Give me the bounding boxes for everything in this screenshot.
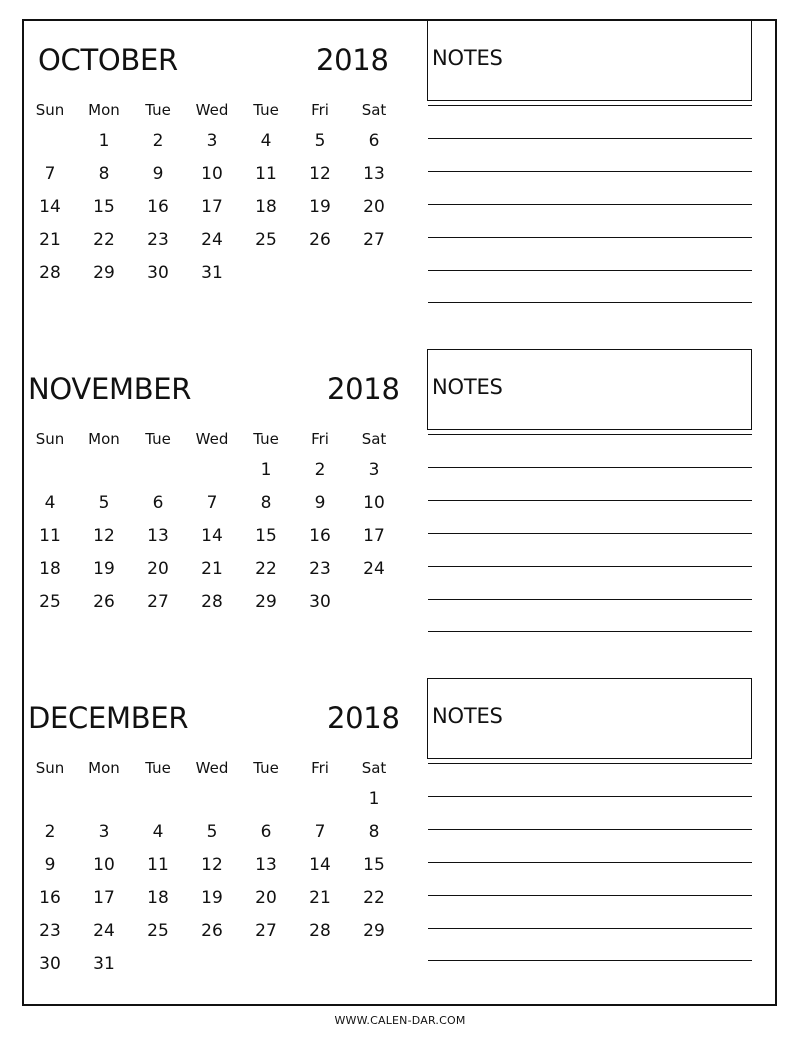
day-cell: 25 — [255, 230, 277, 250]
day-cell: 28 — [201, 592, 223, 612]
day-cell: 4 — [152, 822, 164, 842]
empty-day-cell — [239, 257, 293, 290]
week-row — [23, 191, 401, 224]
weekday-label: Tue — [145, 759, 171, 777]
note-line[interactable] — [428, 434, 752, 435]
weekday-label: Sat — [361, 430, 387, 448]
weekday-label: Sat — [361, 759, 387, 777]
empty-day-cell — [185, 948, 239, 981]
day-cell: 3 — [98, 822, 110, 842]
note-line[interactable] — [428, 960, 752, 961]
day-cell: 6 — [152, 493, 164, 513]
day-cell: 14 — [201, 526, 223, 546]
notes-box[interactable] — [427, 20, 752, 101]
notes-box[interactable] — [427, 349, 752, 430]
day-cell: 2 — [152, 131, 164, 151]
month-block-october — [0, 0, 800, 329]
month-title: DECEMBER — [28, 701, 189, 735]
day-cell: 19 — [201, 888, 223, 908]
day-cell: 29 — [255, 592, 277, 612]
day-cell: 7 — [44, 164, 56, 184]
week-row — [23, 454, 401, 487]
day-cell: 11 — [39, 526, 61, 546]
day-cell: 22 — [93, 230, 115, 250]
weekday-label: Sun — [35, 101, 65, 119]
day-cell: 3 — [368, 460, 380, 480]
note-line[interactable] — [428, 105, 752, 106]
day-cell: 15 — [93, 197, 115, 217]
weekday-label: Fri — [311, 759, 329, 777]
week-row — [23, 520, 401, 553]
month-title: NOVEMBER — [28, 372, 192, 406]
week-row — [23, 915, 401, 948]
empty-day-cell — [239, 783, 293, 816]
day-cell: 8 — [98, 164, 110, 184]
week-row — [23, 816, 401, 849]
note-line[interactable] — [428, 302, 752, 303]
day-cell: 18 — [39, 559, 61, 579]
day-cell: 11 — [255, 164, 277, 184]
day-cell: 11 — [147, 855, 169, 875]
day-cell: 20 — [363, 197, 385, 217]
weekday-label: Mon — [88, 430, 120, 448]
weekday-label: Mon — [88, 759, 120, 777]
month-grid — [23, 753, 401, 981]
day-cell: 4 — [260, 131, 272, 151]
note-line[interactable] — [428, 928, 752, 929]
day-cell: 8 — [260, 493, 272, 513]
empty-day-cell — [293, 257, 347, 290]
weekday-label: Sun — [35, 759, 65, 777]
day-cell: 28 — [309, 921, 331, 941]
day-cell: 31 — [93, 954, 115, 974]
empty-day-cell — [77, 454, 131, 487]
footer-url[interactable]: WWW.CALEN-DAR.COM — [334, 1014, 466, 1027]
day-cell: 20 — [255, 888, 277, 908]
day-cell: 15 — [363, 855, 385, 875]
empty-day-cell — [293, 783, 347, 816]
weekday-label: Wed — [195, 759, 229, 777]
day-cell: 21 — [201, 559, 223, 579]
day-cell: 27 — [255, 921, 277, 941]
empty-day-cell — [131, 948, 185, 981]
weekday-label: Wed — [195, 430, 229, 448]
month-year: 2018 — [327, 372, 400, 406]
day-cell: 16 — [147, 197, 169, 217]
day-cell: 30 — [309, 592, 331, 612]
day-cell: 19 — [309, 197, 331, 217]
weekday-header — [23, 95, 401, 125]
day-cell: 22 — [363, 888, 385, 908]
day-cell: 22 — [255, 559, 277, 579]
week-row — [23, 257, 401, 290]
day-cell: 23 — [147, 230, 169, 250]
day-cell: 26 — [93, 592, 115, 612]
empty-day-cell — [77, 783, 131, 816]
day-cell: 18 — [147, 888, 169, 908]
note-line[interactable] — [428, 895, 752, 896]
week-row — [23, 586, 401, 619]
day-cell: 19 — [93, 559, 115, 579]
note-line[interactable] — [428, 533, 752, 534]
empty-day-cell — [239, 948, 293, 981]
weekday-label: Tue — [253, 759, 279, 777]
day-cell: 21 — [39, 230, 61, 250]
week-row — [23, 783, 401, 816]
note-line[interactable] — [428, 138, 752, 139]
day-cell: 2 — [314, 460, 326, 480]
day-cell: 23 — [309, 559, 331, 579]
empty-day-cell — [131, 783, 185, 816]
empty-day-cell — [347, 948, 401, 981]
day-cell: 10 — [93, 855, 115, 875]
day-cell: 12 — [309, 164, 331, 184]
day-cell: 8 — [368, 822, 380, 842]
month-year: 2018 — [316, 43, 389, 77]
weekday-label: Fri — [311, 101, 329, 119]
day-cell: 9 — [152, 164, 164, 184]
day-cell: 2 — [44, 822, 56, 842]
note-line[interactable] — [428, 171, 752, 172]
weekday-label: Mon — [88, 101, 120, 119]
week-row — [23, 125, 401, 158]
day-cell: 25 — [147, 921, 169, 941]
day-cell: 16 — [39, 888, 61, 908]
day-cell: 24 — [93, 921, 115, 941]
empty-day-cell — [347, 586, 401, 619]
month-title: OCTOBER — [38, 43, 178, 77]
note-line[interactable] — [428, 862, 752, 863]
day-cell: 27 — [363, 230, 385, 250]
day-cell: 13 — [255, 855, 277, 875]
empty-day-cell — [23, 454, 77, 487]
day-cell: 26 — [309, 230, 331, 250]
day-cell: 20 — [147, 559, 169, 579]
week-row — [23, 882, 401, 915]
day-cell: 24 — [363, 559, 385, 579]
day-cell: 13 — [363, 164, 385, 184]
note-line[interactable] — [428, 500, 752, 501]
weekday-label: Sun — [35, 430, 65, 448]
weekday-label: Fri — [311, 430, 329, 448]
empty-day-cell — [185, 454, 239, 487]
notes-label: NOTES — [432, 704, 503, 728]
weekday-label: Tue — [253, 101, 279, 119]
day-cell: 5 — [98, 493, 110, 513]
day-cell: 17 — [363, 526, 385, 546]
day-cell: 10 — [363, 493, 385, 513]
week-row — [23, 849, 401, 882]
day-cell: 24 — [201, 230, 223, 250]
empty-day-cell — [131, 454, 185, 487]
note-line[interactable] — [428, 237, 752, 238]
day-cell: 5 — [314, 131, 326, 151]
day-cell: 29 — [93, 263, 115, 283]
empty-day-cell — [293, 948, 347, 981]
day-cell: 28 — [39, 263, 61, 283]
day-cell: 10 — [201, 164, 223, 184]
day-cell: 7 — [314, 822, 326, 842]
day-cell: 16 — [309, 526, 331, 546]
week-row — [23, 948, 401, 981]
day-cell: 9 — [44, 855, 56, 875]
day-cell: 6 — [368, 131, 380, 151]
note-line[interactable] — [428, 631, 752, 632]
week-row — [23, 158, 401, 191]
day-cell: 4 — [44, 493, 56, 513]
empty-day-cell — [347, 257, 401, 290]
notes-box[interactable] — [427, 678, 752, 759]
week-row — [23, 553, 401, 586]
day-cell: 30 — [39, 954, 61, 974]
note-line[interactable] — [428, 566, 752, 567]
weekday-header — [23, 424, 401, 454]
note-line[interactable] — [428, 763, 752, 764]
day-cell: 27 — [147, 592, 169, 612]
day-cell: 9 — [314, 493, 326, 513]
month-block-november — [0, 329, 800, 658]
day-cell: 21 — [309, 888, 331, 908]
week-row — [23, 487, 401, 520]
day-cell: 6 — [260, 822, 272, 842]
day-cell: 13 — [147, 526, 169, 546]
day-cell: 1 — [98, 131, 110, 151]
day-cell: 26 — [201, 921, 223, 941]
note-line[interactable] — [428, 829, 752, 830]
note-line[interactable] — [428, 599, 752, 600]
weekday-label: Sat — [361, 101, 387, 119]
day-cell: 1 — [368, 789, 380, 809]
notes-label: NOTES — [432, 375, 503, 399]
month-block-december — [0, 658, 800, 987]
day-cell: 3 — [206, 131, 218, 151]
note-line[interactable] — [428, 796, 752, 797]
empty-day-cell — [185, 783, 239, 816]
day-cell: 15 — [255, 526, 277, 546]
month-year: 2018 — [327, 701, 400, 735]
note-line[interactable] — [428, 270, 752, 271]
day-cell: 25 — [39, 592, 61, 612]
day-cell: 14 — [39, 197, 61, 217]
month-grid — [23, 95, 401, 290]
weekday-header — [23, 753, 401, 783]
day-cell: 23 — [39, 921, 61, 941]
day-cell: 12 — [201, 855, 223, 875]
day-cell: 14 — [309, 855, 331, 875]
day-cell: 12 — [93, 526, 115, 546]
empty-day-cell — [23, 125, 77, 158]
day-cell: 18 — [255, 197, 277, 217]
day-cell: 17 — [93, 888, 115, 908]
empty-day-cell — [23, 783, 77, 816]
day-cell: 5 — [206, 822, 218, 842]
weekday-label: Tue — [145, 430, 171, 448]
day-cell: 1 — [260, 460, 272, 480]
month-grid — [23, 424, 401, 619]
note-line[interactable] — [428, 204, 752, 205]
notes-label: NOTES — [432, 46, 503, 70]
weekday-label: Tue — [145, 101, 171, 119]
note-line[interactable] — [428, 467, 752, 468]
day-cell: 30 — [147, 263, 169, 283]
week-row — [23, 224, 401, 257]
day-cell: 7 — [206, 493, 218, 513]
day-cell: 29 — [363, 921, 385, 941]
weekday-label: Wed — [195, 101, 229, 119]
weekday-label: Tue — [253, 430, 279, 448]
day-cell: 31 — [201, 263, 223, 283]
day-cell: 17 — [201, 197, 223, 217]
